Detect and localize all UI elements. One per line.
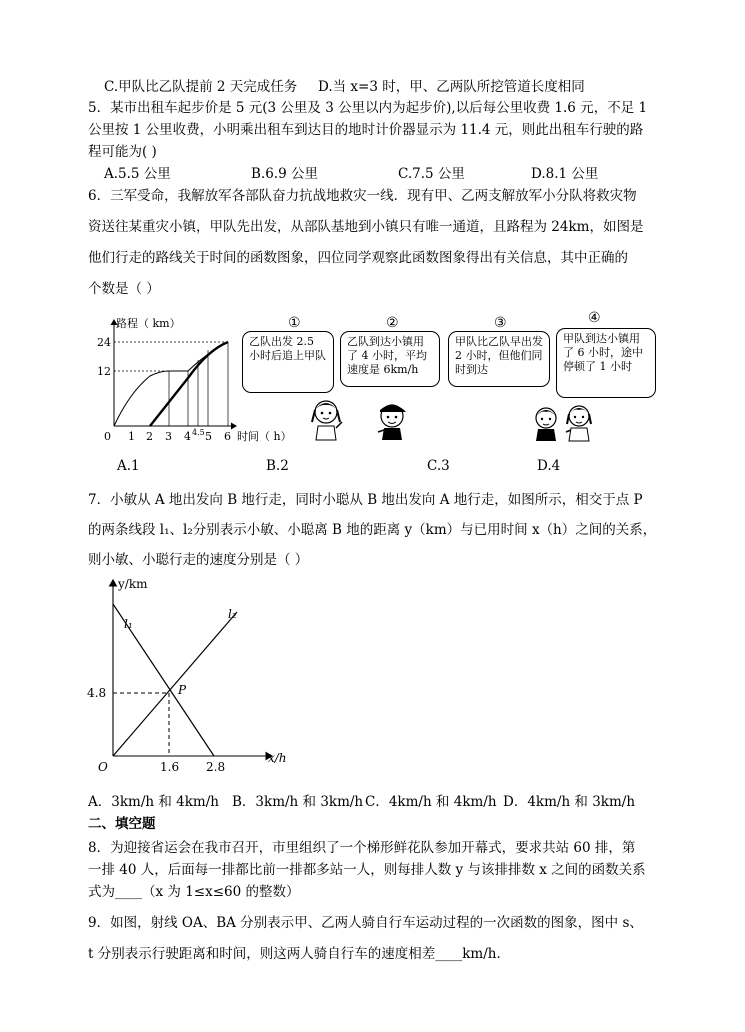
q6-x-tick-3: 3 [165,430,172,443]
q6-bubble-4 [556,328,656,398]
q7-origin: O [98,760,108,774]
q6-y-label: 路程（ km） [116,317,181,330]
q6-option-b: B.2 [266,458,289,474]
q6-option-c: C.3 [427,458,450,474]
q6-bubble-3 [448,331,550,387]
q6-distance-time-graph [90,312,240,446]
q6-x-label: 时间（ h） [237,430,292,443]
q4-option-d: D.当 x=3 时，甲、乙两队所挖管道长度相同 [318,79,585,95]
q7-option-c: C．4km/h 和 4km/h [365,794,497,810]
q7-option-d: D．4km/h 和 3km/h [503,794,636,810]
q7-x-tick-16: 1.6 [160,760,180,774]
q5-line-2: 公里按 1 公里收费，小明乘出租车到达目的地时计价器显示为 11.4 元，则此出租车行驶的路 [88,122,644,138]
q5-option-c: C.7.5 公里 [398,166,465,182]
q8-line-1: 8．为迎接省运会在我市召开，市里组织了一个梯形鲜花队参加开幕式，要求共站 60 排，第 [88,840,636,856]
q6-bubble-2-number: ② [386,315,399,331]
q6-bubble-1 [242,331,334,393]
q6-line-4: 个数是（ ） [88,281,160,297]
q6-y-tick-12: 12 [97,365,111,378]
q7-option-a: A．3km/h 和 4km/h [88,794,219,810]
q6-line-yi [150,342,228,426]
q7-label-l2: l₂ [228,607,237,621]
q6-x-tick-45: 4.5 [192,428,205,437]
q6-bubble-3-number: ③ [494,315,507,331]
q6-bubble-2 [340,331,440,387]
q6-bubble-4-text: 甲队到达小镇用了 6 小时，途中停顿了 1 小时 [563,332,643,373]
q6-option-d: D.4 [537,458,561,474]
q5-line-3: 程可能为( ) [88,144,157,160]
q9-line-2: t 分别表示行驶距离和时间，则这两人骑自行车的速度相差____km/h． [88,946,510,962]
q6-bubble-3-text: 甲队比乙队早出发 2 小时，但他们同时到达 [455,335,543,376]
q7-y-label: y/km [118,577,148,591]
q7-segment-l2 [113,612,237,756]
q7-x-label: x/h [268,751,287,765]
q5-line-1: 5．某市出租车起步价是 5 元(3 公里及 3 公里以内为起步价),以后每公里收费 1.6 元，不足 1 [88,100,648,116]
q7-line-1: 7．小敏从 A 地出发向 B 地行走，同时小聪从 B 地出发向 A 地行走，如图所示，相交于点 P [88,492,643,508]
q6-x-tick-2: 2 [146,430,153,443]
q7-distance-time-graph [80,574,300,774]
q6-line-2: 资送往某重灾小镇，甲队先出发，从部队基地到小镇只有唯一通道，且路程为 24km，如图是 [88,219,644,235]
q8-line-2: 一排 40 人，后面每一排都比前一排都多站一人，则每排人数 y 与该排排数 x 之间的函数关系 [88,862,646,878]
q9-line-1: 9．如图，射线 OA、BA 分别表示甲、乙两人骑自行车运动过程的一次函数的图象，图中 s、 [88,915,643,931]
q6-x-tick-6: 6 [224,430,231,443]
q6-x-tick-1: 1 [128,430,135,443]
section-2-title: 二、填空题 [88,816,156,832]
student-boy-cap-icon [372,398,412,442]
q7-line-2: 的两条线段 l₁、l₂分别表示小敏、小聪离 B 地的距离 y（km）与已用时间 x（h）之间的关系， [88,522,657,538]
q6-origin: 0 [104,430,111,443]
q6-curve-jia [114,342,228,426]
q5-option-b: B.6.9 公里 [251,166,318,182]
q6-option-a: A.1 [117,458,140,474]
q7-y-tick-48: 4.8 [87,686,107,700]
q7-option-b: B．3km/h 和 3km/h [232,794,364,810]
q5-option-d: D.8.1 公里 [531,166,599,182]
q7-label-l1: l₁ [124,617,133,631]
q6-line-1: 6．三军受命，我解放军各部队奋力抗战地救灾一线．现有甲、乙两支解放军小分队将救灾物 [88,188,637,204]
student-girl-1-icon [306,396,348,442]
q6-bubble-2-text: 乙队到达小镇用了 4 小时，平均速度是 6km/h [347,335,427,376]
q5-option-a: A.5.5 公里 [104,166,171,182]
q6-line-3: 他们行走的路线关于时间的函数图象，四位同学观察此函数图象得出有关信息，其中正确的 [88,250,628,266]
q4-option-c: C.甲队比乙队提前 2 天完成任务 [104,79,298,95]
q8-line-3: 式为____（x 为 1≤x≤60 的整数） [88,884,300,900]
q6-y-tick-24: 24 [97,336,111,349]
q7-line-3: 则小敏、小聪行走的速度分别是（ ） [88,552,309,568]
q7-x-tick-28: 2.8 [206,760,226,774]
student-girl-2-icon [562,402,596,442]
q6-bubble-1-number: ① [288,315,301,331]
q6-x-tick-5: 5 [205,430,212,443]
q6-bubble-1-text: 乙队出发 2.5 小时后追上甲队 [249,335,326,362]
q6-x-tick-4: 4 [184,430,191,443]
q7-point-p: P [178,683,187,697]
student-boy-2-icon [530,404,562,442]
q6-bubble-4-number: ④ [588,310,601,326]
